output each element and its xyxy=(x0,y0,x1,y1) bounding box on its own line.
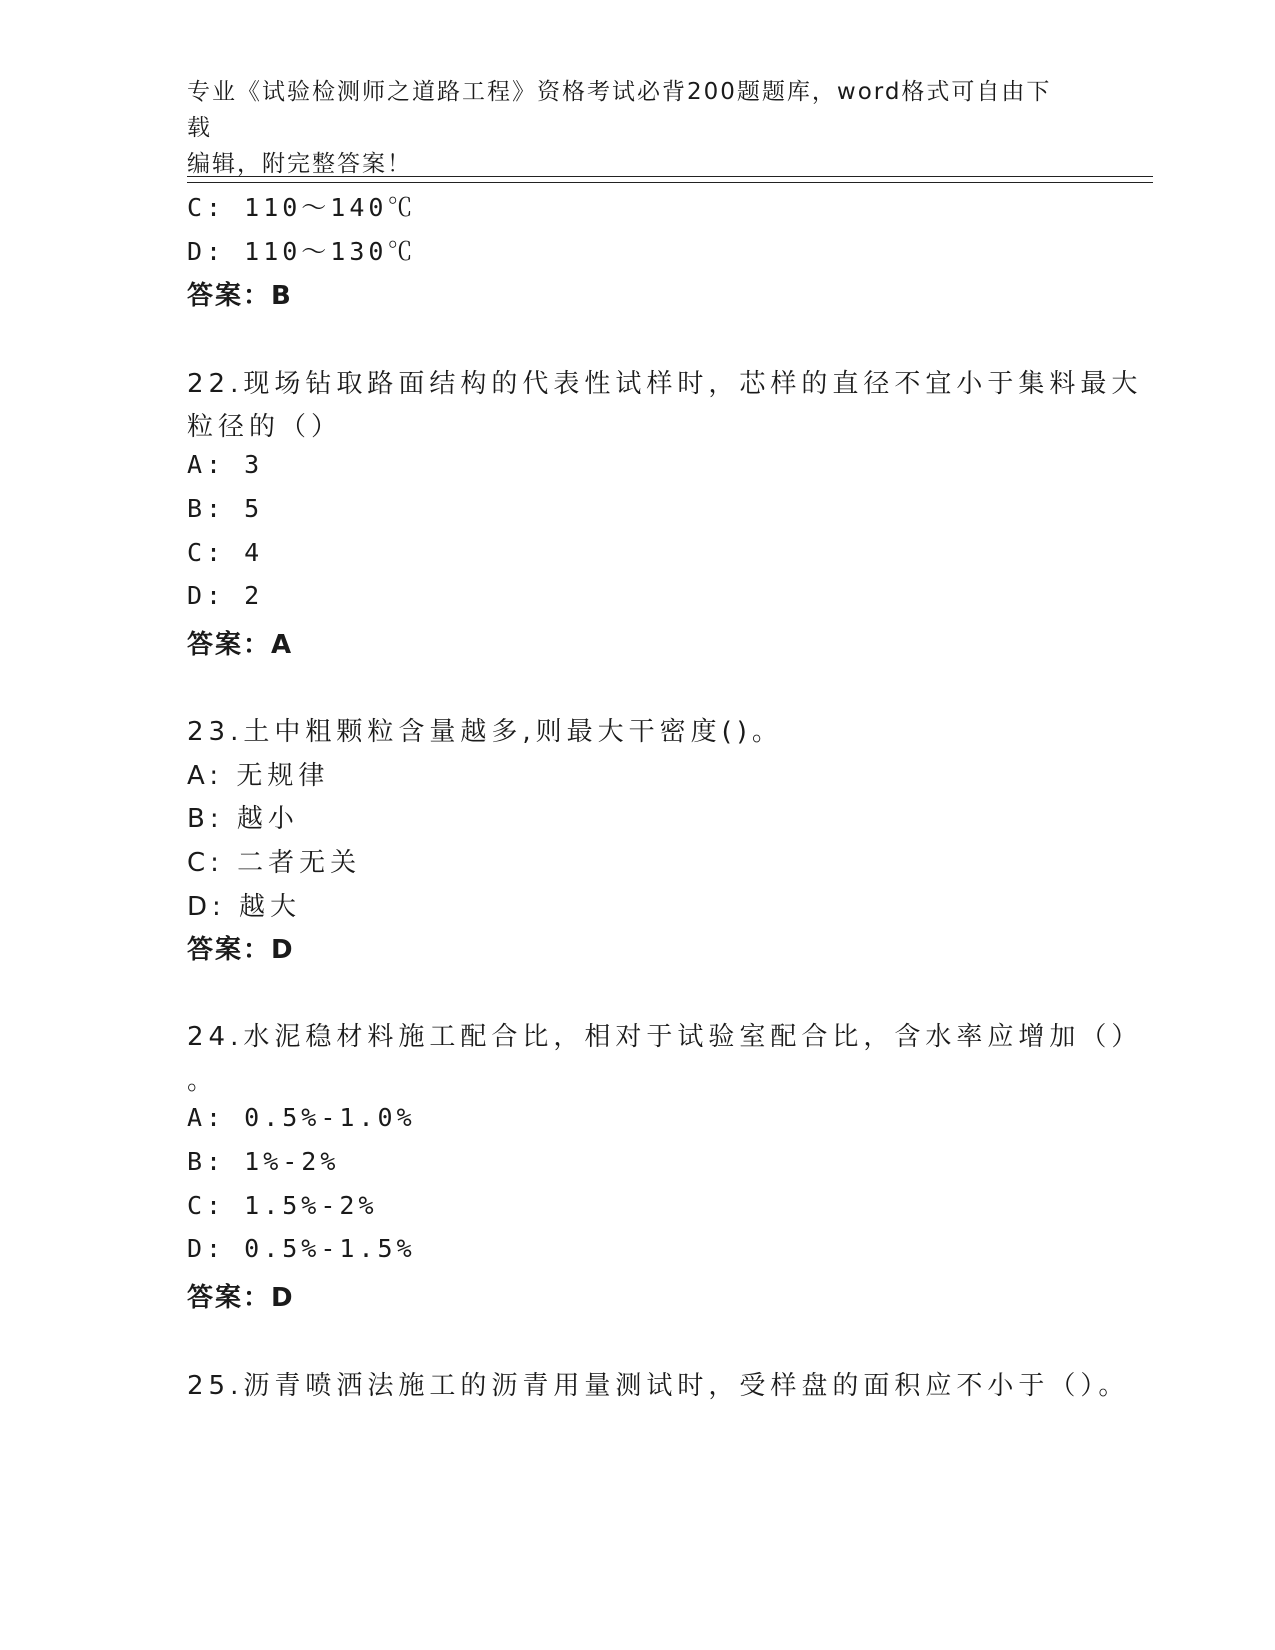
q23-option-a: A: 无规律 xyxy=(187,761,330,791)
header-rule-top xyxy=(187,176,1153,177)
q24-stem-line-2: 。 xyxy=(187,1066,219,1096)
q22-option-a: A: 3 xyxy=(187,450,264,479)
q21-option-d: D: 110～130℃ xyxy=(187,237,417,266)
q22-stem-line-2: 粒径的（） xyxy=(187,412,343,442)
q24-stem-line-1: 24.水泥稳材料施工配合比，相对于试验室配合比，含水率应增加（） xyxy=(187,1022,1143,1052)
q21-option-c: C: 110～140℃ xyxy=(187,193,417,222)
q22-answer: 答案：A xyxy=(187,630,294,660)
q23-option-c: C: 二者无关 xyxy=(187,848,362,878)
header-line-2: 编辑，附完整答案！ xyxy=(187,151,412,177)
q22-option-c: C: 4 xyxy=(187,538,264,567)
q24-option-a: A: 0.5%-1.0% xyxy=(187,1103,416,1132)
header-rule-bottom xyxy=(187,182,1153,183)
q22-option-d: D: 2 xyxy=(187,581,264,610)
q25-stem-line-1: 25.沥青喷洒法施工的沥青用量测试时，受样盘的面积应不小于（）。 xyxy=(187,1371,1130,1401)
q22-option-b: B: 5 xyxy=(187,494,264,523)
q24-option-c: C: 1.5%-2% xyxy=(187,1191,378,1220)
q24-option-d: D: 0.5%-1.5% xyxy=(187,1234,416,1263)
q23-stem-line-1: 23.土中粗颗粒含量越多,则最大干密度()。 xyxy=(187,717,783,747)
q23-answer: 答案：D xyxy=(187,935,295,965)
q23-option-d: D: 越大 xyxy=(187,892,302,922)
q24-answer: 答案：D xyxy=(187,1283,295,1313)
q21-answer: 答案：B xyxy=(187,281,293,311)
q23-option-b: B: 越小 xyxy=(187,804,299,834)
q22-stem-line-1: 22.现场钻取路面结构的代表性试样时，芯样的直径不宜小于集料最大 xyxy=(187,369,1143,399)
q24-option-b: B: 1%-2% xyxy=(187,1147,340,1176)
document-header xyxy=(187,74,1067,182)
header-line-1: 专业《试验检测师之道路工程》资格考试必背200题题库，word格式可自由下载 xyxy=(187,79,1052,141)
